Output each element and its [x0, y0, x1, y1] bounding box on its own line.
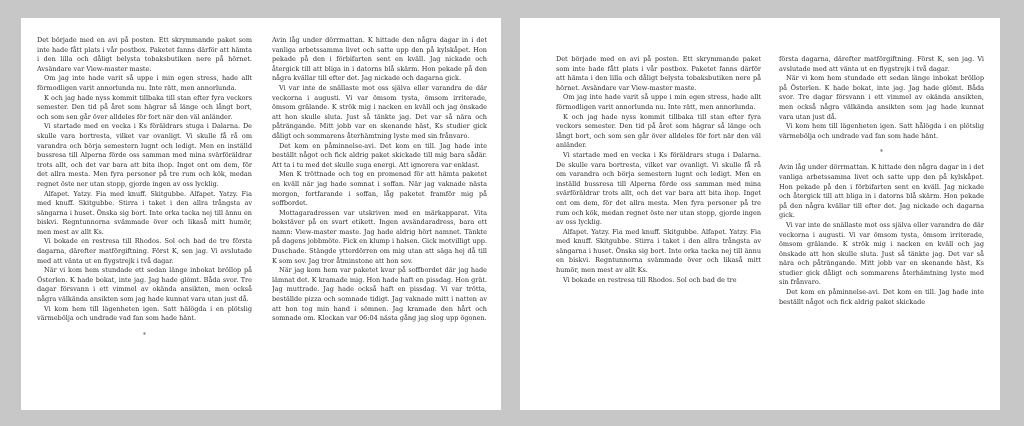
spread-left-layout [21, 18, 501, 410]
section-separator: * [142, 330, 147, 339]
paragraph: Vi bokade en restresa till Rhodos. Sol och bad de tre första dagarna, därefter matförgiftning. Först K, sen jag. Vi avslutade med att vänta ut en flygstrejk i två dagar. [37, 237, 252, 265]
section-separator: * [879, 148, 884, 157]
paragraph: Mottagaradressen var utskriven med en märkapparat. Vita bokstäver på en svart etikett. Ingen avsändaradress, bara ett namn: View-master maste. Jag hade aldrig hört namnet. Tänkte på dagens jobbmöte. Fick en klump i halsen. Gick motvilligt upp. Duschade. Stängde ytterdörren om mig utan att säga hej då till K som sov. Jag tror åtminstone att hon sov. [272, 208, 487, 265]
paragraph: första dagarna, därefter matförgiftning. Först K, sen jag. Vi avslutade med att vänta ut en flygstrejk i två dagar. [779, 55, 984, 73]
paragraph: Vi startade med en vecka i Ks föräldrars stuga i Dalarna. De skulle vara bortresta, vilket var ovanligt. Vi skulle få rå om varandra och börja semestern lugnt och ledigt. Men en inställd bussresa till Alperna förde oss samman med mina svärföräldrar trots allt, och det var bara att bita ihop. Inget ont om dem, för det allra mesta. Men fyra personer på tre rum och kök, medan regnet öste ner utan stopp, gjorde ingen av oss lycklig. [37, 122, 252, 188]
column-right [779, 55, 984, 410]
paragraph: När jag kom hem var paketet kvar på soffbordet där jag hade lämnat det. K kramade mig. Hon hade haft en pissdag. Hon grät. Jag muttrade. Jag hade också haft en pissdag. Vi var trötta, beställde pizza och somnade tidigt. Jag vaknade mitt i natten av att hon tog min hand i sömnen. Jag kramade den hårt och somnade om. Klockan var 06:04 nästa gång jag slog upp ögonen. [272, 266, 487, 323]
paragraph: När vi kom hem stundade ett sedan länge inbokat bröllop på Österlen. K hade bokat, inte jag. Jag hade glömt. Båda svor. Tre dagar försvann i ett vimmel av okända ansikten, men också några välkända ansikten som jag hade kunnat vara utan just då. [37, 266, 252, 304]
paragraph: K och jag hade nyss kommit tillbaka till stan efter fyra veckors semester. Den tid på året som hägrar så länge och långt bort, och som sen går över alldeles för fort när den väl anländer. [37, 93, 252, 121]
paragraph: Det började med en avi på posten. Ett skrymmande paket som inte hade fått plats i vår postbox. Paketet fanns därför att hämta i den lilla och dåligt belysta tobaksbutiken nere på hörnet. Avsändare var View-master maste. [556, 55, 761, 92]
paragraph: Vi kom hem till lägenheten igen. Satt hålögda i en plötslig värmebölja och undrade vad fan som hade hänt. [779, 122, 984, 140]
paragraph: Vi var inte de snällaste mot oss själva eller varandra de där veckorna i augusti. Vi var ömsom tysta, ömsom irriterade, ömsom grälande. K strök mig i nacken en kväll och jag önskade att hon skulle sluta. Just så tänkte jag. Det var så nära och påträngande. Mitt jobb var en skenande häst, Ks studier gick dåligt och sommarens återhämtning lyste med sin frånvaro. [779, 220, 984, 287]
paragraph: När vi kom hem stundade ett sedan länge inbokat bröllop på Österlen. K hade bokat, inte jag. Jag hade glömt. Båda svor. Tre dagar försvann i ett vimmel av okända ansikten, men också några välkända ansikten som jag hade kunnat vara utan just då. [779, 74, 984, 121]
paragraph: Vi kom hem till lägenheten igen. Satt hälögda i en plötslig värmebölja och undrade vad fan som hade hänt. [37, 304, 252, 323]
column-left [37, 36, 252, 410]
paragraph: Avin låg under dörrmattan. K hittade den några dagar in i det vanliga arbetssamma livet och satte upp den på kylskåpet. Hon pekade på den i förbifarten sent en kväll. Jag nickade och återgick till att bliga in i datorns blå skärm. Hon pekade på den några kvällar till efter det. Jag nickade och dagarna gick. [779, 163, 984, 220]
column-left [556, 55, 761, 410]
paragraph: Det kom en påminnelse-avi. Det kom en till. Jag hade inte beställt något och fick aldrig paket skickade [779, 288, 984, 306]
paragraph: Men K tröttnade och tog en promenad för att hämta paketet en kväll när jag hade somnat i soffan. När jag vaknade nästa morgon, fortfarande i soffan, låg paketet framför mig på soffbordet. [272, 170, 487, 208]
paragraph: Alfapet. Yatzy. Fia med knuff. Skitgubbe. Alfapet. Yatzy. Fia med knuff. Skitgubbe. Stirra i taket i den allra trångsta av sängarna i huset. Önska sig bort. Inte orka tacka nej till ännu en biskvi. Regntunnorna svämmade över och likaså mitt humör, men mest av allt Ks. [556, 227, 761, 275]
paragraph: Om jag inte hade varit så uppe i min egen stress, hade allt förmodligen varit annorlunda nu. Inte rätt, men annorlunda. [556, 93, 761, 111]
paragraph: K och jag hade nyss kommit tillbaka till stan efter fyra veckors semester. Den tid på året som hägrar så länge och långt bort, och som sen går över alldeles för fort när den väl anländer. [556, 112, 761, 150]
paragraph: Om jag inte hade varit så uppe i min egen stress, hade allt förmodligen varit annorlunda nu. Inte rätt, men annorlunda. [37, 74, 252, 92]
paragraph: Vi bokade en restresa till Rhodos. Sol och bad de tre [563, 275, 737, 284]
paragraph: Det kom en påminnelse-avi. Det kom en till. Jag hade inte beställt något och fick aldrig paket skickade till mig bara sådär. Att ta i tu med det skulle suga energi. Att ignorera var enklast. [272, 141, 487, 169]
paragraph: Vi var inte de snällaste mot oss själva eller varandra de där veckorna i augusti. Vi var ömsom tysta, ömsom irriterade, ömsom grälande. K strök mig i nacken en kväll och jag önskade att hon skulle sluta. Just så tänkte jag. Det var så nära och påträngande. Mitt jobb var en skenande häst, Ks studier gick dåligt och sommarens återhämtning lyste med sin frånvaro. [272, 83, 487, 140]
paragraph: Det började med en avi på posten. Ett skrymmande paket som inte hade fått plats i vår postbox. Paketet fanns därför att hämta i den lilla och dåligt belysta tobaksbutiken nere på hörnet. Avsändare var View-master maste. [37, 36, 252, 73]
paragraph: Vi startade med en vecka i Ks föräldrars stuga i Dalarna. De skulle vara bortresta, vilket var ovanligt. Vi skulle få rå om varandra och börja semestern lugnt och ledigt. Men en inställd bussresa till Alperna förde oss samman med mina svärföräldrar trots allt, och det var bara att bita ihop. Inget ont om dem, för det allra mesta. Men fyra personer på tre rum och kök, medan regnet öste ner utan stopp, gjorde ingen av oss lycklig. [556, 150, 761, 227]
paragraph: Avin låg under dörrmattan. K hittade den några dagar in i det vanliga arbetssamma livet och satte upp den på kylskåpet. Hon pekade på den i förbifarten sent en kväll. Jag nickade och återgick till att bliga in i datorns blå skärm. Hon pekade på den några kvällar till efter det. Jag nickade och dagarna gick. [272, 36, 487, 83]
column-right [272, 36, 487, 410]
paragraph: Alfapet. Yatzy. Fia med knuff. Skitgubbe. Alfapet. Yatzy. Fia med knuff. Skitgubbe. Stirra i taket i den allra trångsta av sängarna i huset. Önska sig bort. Inte orka tacka nej till ännu en biskvi. Regntunnorna svämmade över och likaså mitt humör, men mest av allt Ks. [37, 189, 252, 236]
spread-right-layout [520, 18, 1000, 410]
